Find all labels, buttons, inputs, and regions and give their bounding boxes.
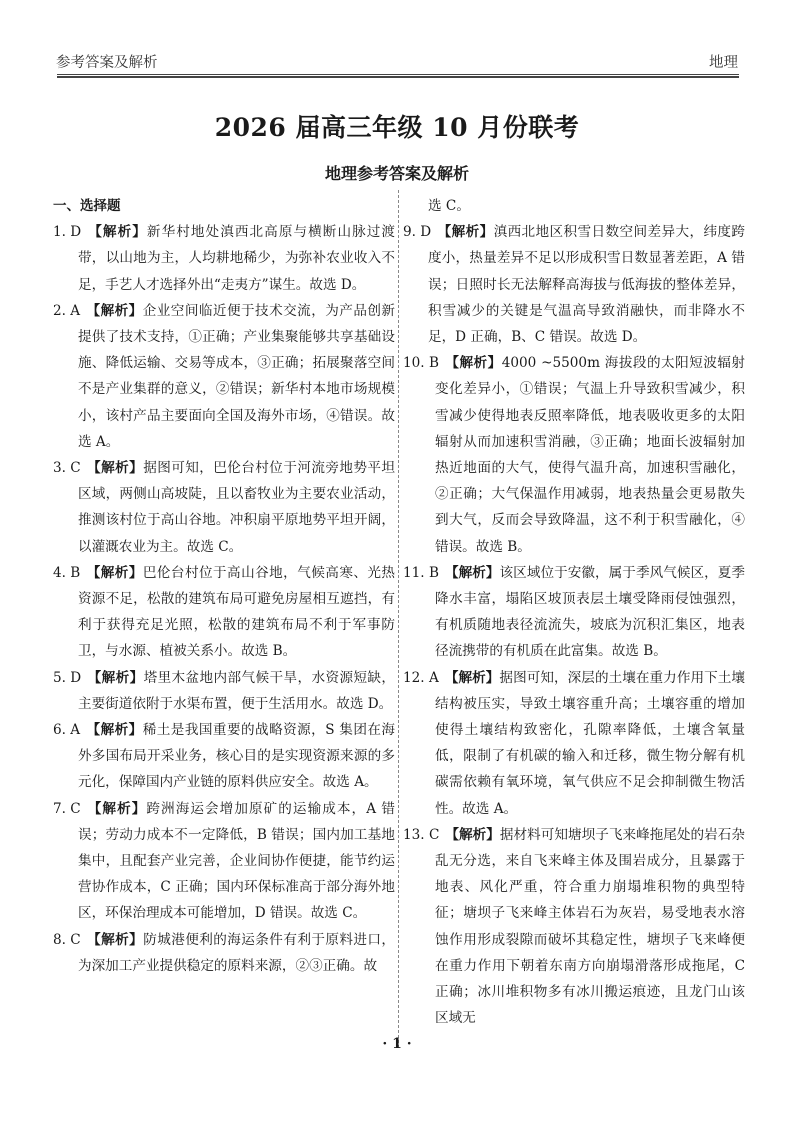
analysis-text: 据图可知，深层的土壤在重力作用下土壤结构被压实，导致土壤容重升高；土壤容重的增加使得土壤结构致密化，孔隙率降低，土壤含氧量低，限制了有机碳的输入和迁移，微生物分解有机碳需依赖有氧环境，氧气供应不足会抑制微生物活性。故选 A。 [435, 669, 746, 817]
answer-number: 7. C [53, 800, 81, 817]
document-subtitle: 地理参考答案及解析 [324, 164, 469, 183]
analysis-text: 滇西北地区积雪日数空间差异大，纬度跨度小，热量差异不足以形成积雪日数显著差距，A 错误；日照时长无法解释高海拔与低海拔的整体差异，积雪减少的关键是气温高导致消融快，而非降水不足，D 正确，B、C 错误。故选 D。 [428, 224, 746, 346]
answer-item [403, 665, 745, 822]
answer-continuation: 选 C。 [428, 198, 470, 214]
analysis-label: 【解析】 [86, 722, 143, 739]
column-divider [398, 190, 399, 1048]
answer-number: 3. C [53, 460, 81, 477]
analysis-label: 【解析】 [86, 564, 143, 581]
answer-number: 1. D [53, 224, 82, 241]
answer-item [53, 717, 395, 796]
analysis-text: 巴伦台村位于高山谷地，气候高寒、光热资源不足，松散的建筑布局可避免房屋相互遮挡，有利于获得充足光照，松散的建筑布局不利于军事防卫，与水源、植被关系小。故选 B。 [78, 564, 396, 660]
answer-item [53, 927, 395, 979]
document-title: 2026 届高三年级 10 月份联考 [214, 113, 580, 142]
answer-item [403, 219, 745, 350]
header-left-title: 参考答案及解析 [56, 55, 158, 71]
page-number: · 1 · [382, 1036, 412, 1052]
analysis-label: 【解析】 [87, 669, 144, 686]
answer-number: 13. C [403, 826, 440, 843]
answer-item [53, 665, 395, 717]
analysis-text: 企业空间临近便于技术交流，为产品创新提供了技术支持，①正确；产业集聚能够共享基础设施、降低运输、交易等成本，③正确；拓展聚落空间不是产业集群的意义，②错误；新华村本地市场规模小，该村产品主要面向全国及海外市场，④错误。故选 A。 [78, 302, 395, 450]
answer-number: 4. B [53, 564, 81, 581]
analysis-text: 跨洲海运会增加原矿的运输成本，A 错误；劳动力成本不一定降低，B 错误；国内加工基地集中，且配套产业完善，企业间协作便捷，能节约运营协作成本，C 正确；国内环保标准高于部分海外地区，环保治理成本可能增加，D 错误。故选 C。 [78, 800, 396, 922]
right-column [403, 193, 745, 1032]
section-heading: 一、选择题 [53, 198, 121, 214]
analysis-label: 【解析】 [86, 302, 143, 319]
analysis-label: 【解析】 [86, 800, 147, 817]
analysis-text: 4000 ~5500m 海拔段的太阳短波辐射变化差异小，①错误；气温上升导致积雪减少，积雪减少使得地表反照率降低，地表吸收更多的太阳辐射从而加速积雪消融，③正确；地面长波辐射加热近地面的大气，使得气温升高，加速积雪融化，②正确；大气保温作用减弱，地表热量会更易散失到大气，反而会导致降温，这不利于积雪融化，④错误。故选 B。 [435, 355, 745, 555]
analysis-label: 【解析】 [444, 669, 500, 686]
answer-item [53, 796, 395, 927]
header-subject: 地理 [709, 55, 738, 71]
analysis-text: 防城港便利的海运条件有利于原料进口，为深加工产业提供稳定的原料来源，②③正确。故 [78, 931, 396, 974]
header-rule [57, 74, 739, 78]
answer-item [53, 298, 395, 455]
analysis-label: 【解析】 [445, 826, 500, 843]
answer-item [53, 455, 395, 560]
analysis-label: 【解析】 [444, 564, 500, 581]
analysis-text: 稀土是我国重要的战略资源，S 集团在海外多国布局开采业务，核心目的是实现资源来源的多元化，保障国内产业链的原料供应安全。故选 A。 [78, 722, 396, 791]
analysis-text: 新华村地处滇西北高原与横断山脉过渡带，以山地为主，人均耕地稀少，为弥补农业收入不足，手艺人才选择外出“走夷方”谋生。故选 D。 [78, 224, 396, 293]
analysis-label: 【解析】 [86, 931, 144, 948]
analysis-label: 【解析】 [437, 224, 494, 241]
answer-item [403, 822, 745, 1032]
analysis-label: 【解析】 [87, 224, 147, 241]
answer-number: 10. B [403, 355, 439, 372]
answer-item [403, 560, 745, 665]
analysis-text: 据材料可知塘坝子飞来峰拖尾处的岩石杂乱无分选，来自飞来峰主体及围岩成分，且暴露于地表、风化严重，符合重力崩塌堆积物的典型特征；塘坝子飞来峰主体岩石为灰岩，易受地表水溶蚀作用形成裂隙而破坏其稳定性，塘坝子飞来峰便在重力作用下朝着东南方向崩塌滑落形成拖尾，C 正确；冰川堆积物多有冰川搬运痕迹，且龙门山该区域无 [435, 826, 746, 1027]
answer-number: 9. D [403, 224, 432, 241]
left-column [53, 193, 395, 979]
answer-item [53, 560, 395, 665]
answer-number: 11. B [403, 564, 439, 581]
answer-number: 2. A [53, 302, 81, 319]
analysis-text: 据图可知，巴伦台村位于河流旁地势平坦区域，两侧山高坡陡，且以畜牧业为主要农业活动，推测该村位于高山谷地。冲积扇平原地势平坦开阔，以灌溉农业为主。故选 C。 [78, 460, 396, 555]
analysis-label: 【解析】 [444, 355, 502, 372]
answer-number: 8. C [53, 931, 81, 948]
answer-item [403, 350, 745, 560]
answer-number: 12. A [403, 669, 439, 686]
answer-number: 5. D [53, 669, 82, 686]
analysis-text: 该区域位于安徽，属于季风气候区，夏季降水丰富，塌陷区坡顶表层土壤受降雨侵蚀强烈，有机质随地表径流流失，坡底为沉积汇集区，地表径流携带的有机质在此富集。故选 B。 [435, 564, 746, 660]
answer-number: 6. A [53, 722, 81, 739]
answer-item [53, 219, 395, 298]
analysis-label: 【解析】 [86, 460, 144, 477]
analysis-text: 塔里木盆地内部气候干旱，水资源短缺，主要街道依附于水渠布置，便于生活用水。故选 D。 [78, 669, 396, 712]
